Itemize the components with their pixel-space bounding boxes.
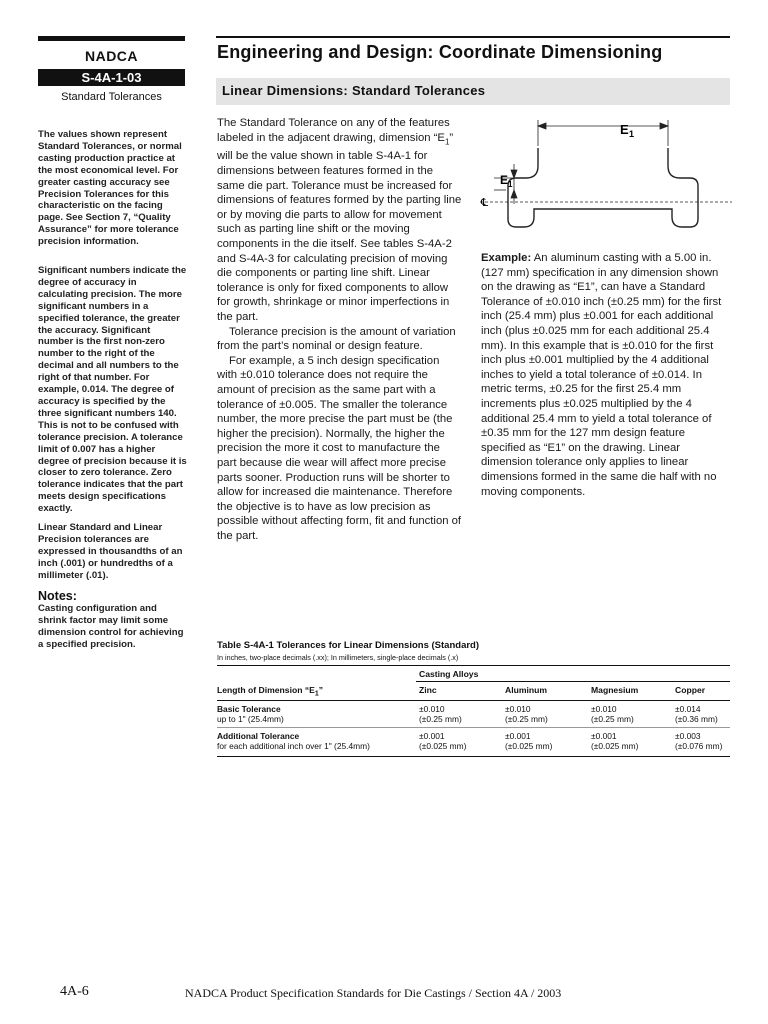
cell-basic-zinc-in: ±0.010 xyxy=(419,704,445,714)
sidebar-paragraph-3 xyxy=(38,522,188,582)
table-header-zinc: Zinc xyxy=(419,685,437,695)
table-header-magnesium: Magnesium xyxy=(591,685,639,695)
sidebar-top-rule xyxy=(38,36,185,41)
cell-additional-copper-in: ±0.003 xyxy=(675,731,701,741)
body-paragraph-1 xyxy=(217,116,462,325)
table-dim-header xyxy=(217,685,323,698)
table-group-rule xyxy=(416,681,730,682)
table-group-header: Casting Alloys xyxy=(419,669,479,679)
label-e1-side: E xyxy=(500,173,509,187)
cell-basic-magnesium-mm: (±0.25 mm) xyxy=(591,714,634,724)
example-label: Example: xyxy=(481,252,532,264)
sidebar-subtitle: Standard Tolerances xyxy=(61,91,162,103)
sidebar-paragraph-2-text: Significant numbers indicate the degree of accuracy in calculating precision. The more significant numbers in a specified tolerance, the greater the accuracy. Significant number is the first non-zero number to the right of the decimal and all numbers to the right of that number. For example, 0.014. The degree of accuracy is specified by the three significant numbers 140. This is not to be confused with tolerance precision. A tolerance limit of 0.007 has a higher degree of precision because it is closer to zero tolerance. Zero tolerance indicates that the part meets design specifications exactly. xyxy=(38,265,187,515)
row-basic-sublabel: up to 1" (25.4mm) xyxy=(217,714,284,724)
cell-additional-zinc xyxy=(419,731,466,751)
notes-title: Notes: xyxy=(38,589,77,603)
cell-basic-zinc xyxy=(419,704,462,724)
sidebar-paragraph-2 xyxy=(38,265,188,515)
cell-additional-magnesium-mm: (±0.025 mm) xyxy=(591,741,639,751)
centerline-symbol: ℄ xyxy=(481,196,489,209)
extension-lines xyxy=(480,120,732,202)
sidebar-code-badge: S-4A-1-03 xyxy=(38,69,185,86)
table-dim-header-end: ” xyxy=(318,685,324,695)
cell-additional-copper xyxy=(675,731,722,751)
dimension-e1-horizontal xyxy=(538,123,668,129)
cell-additional-zinc-mm: (±0.025 mm) xyxy=(419,741,467,751)
body-p1-sub: 1 xyxy=(444,136,450,146)
table-bottom-rule xyxy=(217,756,730,757)
cell-additional-aluminum-mm: (±0.025 mm) xyxy=(505,741,553,751)
cell-additional-zinc-in: ±0.001 xyxy=(419,731,445,741)
cell-basic-copper-mm: (±0.36 mm) xyxy=(675,714,718,724)
table-row-basic xyxy=(217,704,284,724)
table-title: Table S-4A-1 Tolerances for Linear Dimensions (Standard) xyxy=(217,640,480,651)
row-basic-label: Basic Tolerance xyxy=(217,704,281,714)
casting-outline xyxy=(508,148,698,227)
table-header-rule xyxy=(217,700,730,701)
cell-basic-aluminum-mm: (±0.25 mm) xyxy=(505,714,548,724)
body-p1-b: ” will be the value shown in table S-4A-1 for dimensions between features formed in the same die part. Tolerance must be increased for dimensions of features formed by the parting line or by moving die parts to allow for movement such as parting line shift or the moving components in the die itself. See tables S-4A-2 and S-4A-3 for calculating precision of moving die components or parting line shift. Linear tolerance is only for fixed components to allow for growth, shrinkage or minor imperfections in the part. xyxy=(217,131,462,323)
row-additional-sublabel: for each additional inch over 1" (25.4mm) xyxy=(217,741,370,751)
table-note: In inches, two-place decimals (.xx); In millimeters, single-place decimals (.x) xyxy=(217,653,459,662)
cell-additional-magnesium xyxy=(591,731,638,751)
cell-basic-zinc-mm: (±0.25 mm) xyxy=(419,714,462,724)
cell-additional-aluminum-in: ±0.001 xyxy=(505,731,531,741)
sidebar-paragraph-3-text: Linear Standard and Linear Precision tolerances are expressed in thousandths of an inch (.001) or hundredths of a millimeter (.01). xyxy=(38,522,183,581)
body-column-left xyxy=(217,116,462,543)
cell-additional-magnesium-in: ±0.001 xyxy=(591,731,617,741)
row-additional-label: Additional Tolerance xyxy=(217,731,300,741)
cell-basic-copper xyxy=(675,704,718,724)
cell-basic-copper-in: ±0.014 xyxy=(675,704,701,714)
page-number: 4A-6 xyxy=(60,984,89,999)
cell-additional-aluminum xyxy=(505,731,552,751)
casting-drawing xyxy=(478,112,732,242)
label-e1-top: E xyxy=(620,122,629,137)
label-e1-top-sub: 1 xyxy=(629,129,635,139)
footer-text: NADCA Product Specification Standards for Die Castings / Section 4A / 2003 xyxy=(185,986,562,1000)
table-top-rule xyxy=(217,665,730,666)
cell-basic-aluminum-in: ±0.010 xyxy=(505,704,531,714)
table-header-aluminum: Aluminum xyxy=(505,685,548,695)
cell-basic-magnesium-in: ±0.010 xyxy=(591,704,617,714)
example-text: An aluminum casting with a 5.00 in. (127 mm) specification in any dimension shown on the drawing as “E1”, can have a Standard Tolerance of ±0.010 inch (±0.25 mm) for the first inch (25.4 mm) plus ±0.001 for each additional inch (plus ±0.025 mm for each additional 25.4 mm). In this example that is ±0.010 for the first inch plus ±0.001 multiplied by the 4 additional inches to yield a total tolerance of ±0.014. In metric terms, ±0.25 for the first 25.4 mm increments plus ±0.025 multiplied by the 4 additional 25.4 mm to yield a total tolerance of ±0.35 mm for the 127 mm design feature specified as “E1” on the drawing. Linear dimension tolerance only applies to linear dimensions formed in the same die half with no moving components. xyxy=(481,252,722,498)
body-paragraph-3: For example, a 5 inch design specification with ±0.010 tolerance does not require the amount of precision as the same part with a tolerance of ±0.005. The smaller the tolerance number, the more precise the part must be (the higher the precision). Normally, the higher the precision the more it cost to manufacture the part because die wear will affect more precise parts sooner. Production runs will be shorter to allow for increased die maintenance. Therefore the objective is to have as low precision as possible without affecting form, fit and function of the part. xyxy=(217,354,462,542)
table-row-additional xyxy=(217,731,370,751)
label-e1-side-sub: 1 xyxy=(508,180,513,189)
page-title: Engineering and Design: Coordinate Dimensioning xyxy=(217,42,663,62)
body-p1-a: The Standard Tolerance on any of the features labeled in the adjacent drawing, dimension “E xyxy=(217,117,450,144)
cell-basic-aluminum xyxy=(505,704,548,724)
example-paragraph xyxy=(481,251,730,499)
body-paragraph-2: Tolerance precision is the amount of variation from the part’s nominal or design feature. xyxy=(217,325,456,353)
section-subtitle: Linear Dimensions: Standard Tolerances xyxy=(222,83,486,98)
table-dim-header-text: Length of Dimension “E xyxy=(217,685,315,695)
table-header-copper: Copper xyxy=(675,685,706,695)
header-top-rule xyxy=(216,36,730,38)
notes-text: Casting configuration and shrink factor may limit some dimension control for achieving a specified precision. xyxy=(38,603,184,650)
table-row-rule xyxy=(217,727,730,728)
body-column-right xyxy=(481,251,730,499)
sidebar-org: NADCA xyxy=(84,48,139,64)
cell-basic-magnesium xyxy=(591,704,634,724)
table-dim-header-sub: 1 xyxy=(314,690,319,698)
sidebar-paragraph-1-text: The values shown represent Standard Tolerances, or normal casting production practice at the most economical level. For greater casting accuracy see Precision Tolerances for this characteristic on the facing page. See Section 7, “Quality Assurance” for more tolerance precision information. xyxy=(38,129,182,248)
cell-additional-copper-mm: (±0.076 mm) xyxy=(675,741,723,751)
sidebar-paragraph-1 xyxy=(38,129,188,248)
